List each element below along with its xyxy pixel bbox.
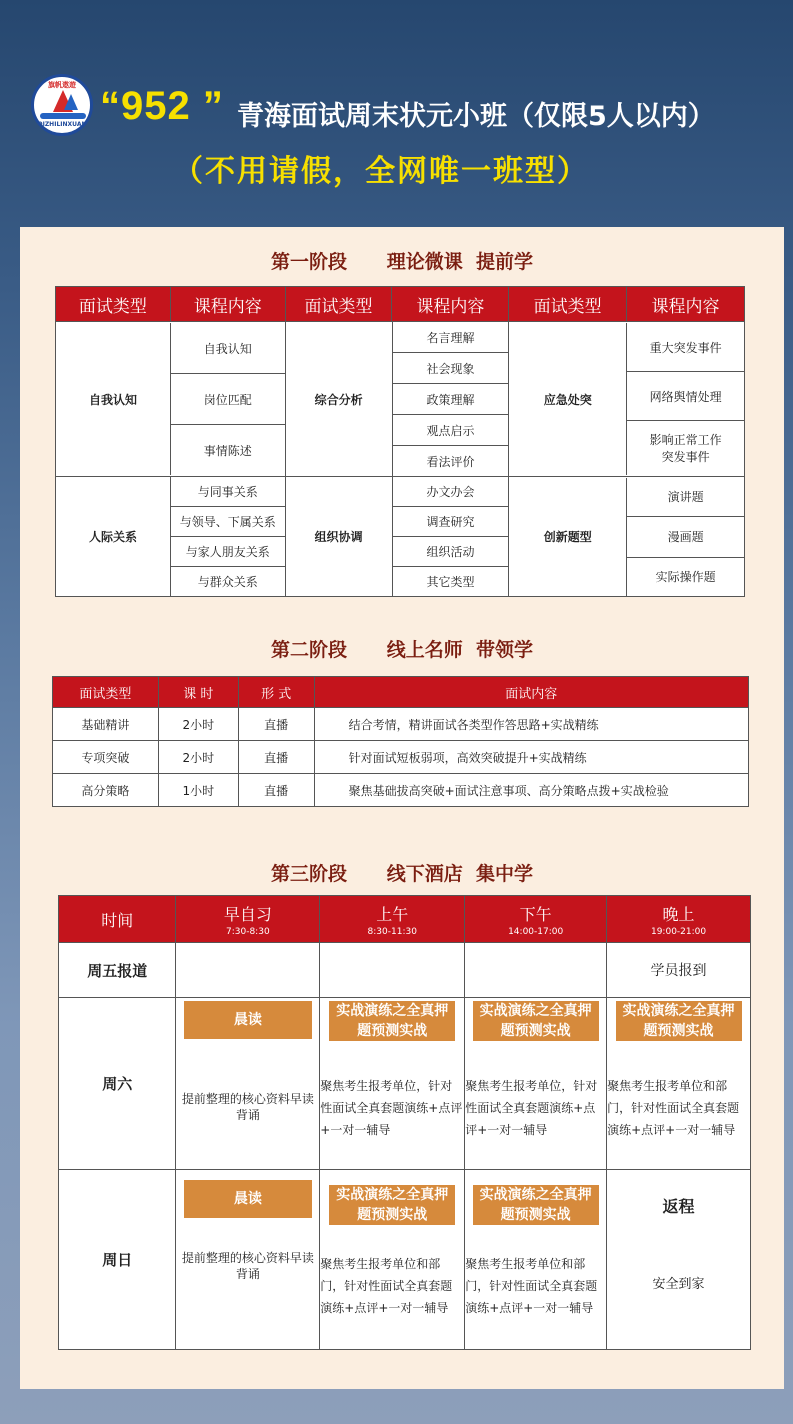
badge: 实战演练之全真押题预测实战 [473,1185,599,1225]
stage2-table [52,676,749,807]
type-cell: 自我认知 [56,323,171,475]
badge: 实战演练之全真押题预测实战 [329,1001,455,1041]
wave-icon [40,113,86,119]
header-early: 早自习 7:30-8:30 [176,896,320,943]
eve-title: 返程 [662,1197,695,1216]
stage3-table [58,895,751,1350]
checkin-cell: 学员报到 [607,943,751,998]
type-cell: 组织协调 [286,477,393,596]
logo-top-text: 旗帆遨遊 [48,81,76,89]
item-cell: 事情陈述 [203,443,252,458]
header-cell: 面试类型 [53,677,159,708]
stage3-title: 第三阶段 线下酒店 集中学 [271,863,533,885]
am-desc: 聚焦考生报考单位，针对性面试全真套题演练+点评+一对一辅导 [320,1079,463,1137]
item-cell: 实际操作题 [655,570,716,584]
brand-logo [31,74,93,136]
row-content: 针对面试短板弱项，高效突破提升+实战精练 [314,741,748,774]
header-cell: 面试类型 [509,287,627,322]
logo-bottom-text: QIZHILINXUAN [37,121,87,128]
badge: 实战演练之全真押题预测实战 [616,1001,742,1041]
eve-desc: 聚焦考生报考单位和部门，针对性面试全真套题演练+点评+一对一辅导 [607,1079,740,1137]
header-cell: 课程内容 [170,287,285,322]
am-cell [320,1170,465,1350]
header-cell: 形 式 [238,677,314,708]
day-cell: 周五报道 [59,943,176,998]
eve-cell [607,998,751,1170]
item-cell: 与家人朋友关系 [171,537,285,567]
day-cell: 周六 [59,998,176,1170]
item-cell: 重大突发事件 [627,323,744,372]
item-cell: 政策理解 [392,384,508,415]
pm-desc: 聚焦考生报考单位和部门，针对性面试全真套题演练+点评+一对一辅导 [465,1257,598,1315]
table-row [53,774,749,807]
header-cell: 面试类型 [285,287,392,322]
group-cell [56,322,286,477]
stage1-header-row [56,287,745,322]
row-content: 结合考情，精讲面试各类型作答思路+实战精练 [314,708,748,741]
item-cell: 调查研究 [392,507,508,537]
item-cell: 看法评价 [426,454,475,469]
stage1-table [55,286,745,597]
pm-cell [465,1170,607,1350]
group-cell [285,322,509,477]
group-cell [509,477,745,597]
pm-cell [465,998,607,1170]
badge: 实战演练之全真押题预测实战 [329,1185,455,1225]
type-cell: 人际关系 [56,477,171,596]
item-cell: 漫画题 [627,516,744,557]
group-cell [56,477,286,597]
group-cell [509,322,745,477]
early-cell [176,1170,320,1350]
item-cell: 组织活动 [392,537,508,567]
item-cell: 社会现象 [392,353,508,384]
badge: 晨读 [184,1180,312,1218]
item-cell: 网络舆情处理 [627,372,744,421]
early-desc: 提前整理的核心资料早读背诵 [181,1092,314,1122]
header-cell: 面试类型 [56,287,171,322]
item-cell: 办文办会 [392,477,508,507]
stage2-header-row [53,677,749,708]
eve-desc: 安全到家 [652,1277,705,1292]
item-cell: 观点启示 [392,415,508,446]
row-content: 聚焦基础拔高突破+面试注意事项、高分策略点拨+实战检验 [314,774,748,807]
row-format: 直播 [238,741,314,774]
item-cell: 自我认知 [171,323,285,374]
eve-cell [607,1170,751,1350]
item-cell: 影响正常工作突发事件 [649,433,722,464]
pm-desc: 聚焦考生报考单位，针对性面试全真套题演练+点评+一对一辅导 [465,1079,598,1137]
group-cell [285,477,509,597]
page-title: 青海面试周末状元小班（仅限5人以内） [237,101,715,132]
early-cell [176,998,320,1170]
item-cell: 岗位匹配 [171,374,285,425]
item-cell: 与同事关系 [171,477,285,507]
friday-row [59,943,751,998]
row-type: 专项突破 [53,741,159,774]
row-type: 基础精讲 [53,708,159,741]
header-evening: 晚上 19:00-21:00 [607,896,751,943]
saturday-row [59,998,751,1170]
am-cell [320,998,465,1170]
header-afternoon: 下午 14:00-17:00 [465,896,607,943]
badge: 实战演练之全真押题预测实战 [473,1001,599,1041]
header-time: 时间 [59,896,176,943]
row-hours: 2小时 [158,708,238,741]
stage3-header-row [59,896,751,943]
day-cell: 周日 [59,1170,176,1350]
page-subtitle: （不用请假，全网唯一班型） [173,154,589,189]
header-cell: 课程内容 [392,287,509,322]
brand-number: “952 ” [100,84,224,128]
item-cell: 演讲题 [627,478,744,517]
stage1-title: 第一阶段 理论微课 提前学 [271,251,533,273]
sunday-row [59,1170,751,1350]
table-row [53,741,749,774]
type-cell: 应急处突 [509,323,627,475]
table-row [53,708,749,741]
row-format: 直播 [238,708,314,741]
item-cell: 名言理解 [392,322,508,353]
header-morning: 上午 8:30-11:30 [320,896,465,943]
content-panel [20,227,784,1389]
badge: 晨读 [184,1001,312,1039]
item-cell: 与领导、下属关系 [171,507,285,537]
am-desc: 聚焦考生报考单位和部门，针对性面试全真套题演练+点评+一对一辅导 [320,1257,453,1315]
header-cell: 课程内容 [627,287,745,322]
type-cell: 综合分析 [286,322,393,476]
type-cell: 创新题型 [509,478,627,596]
header-cell: 课 时 [158,677,238,708]
item-cell: 与群众关系 [197,575,258,589]
header-cell: 面试内容 [314,677,748,708]
item-cell: 其它类型 [426,575,475,589]
row-hours: 2小时 [158,741,238,774]
row-format: 直播 [238,774,314,807]
row-hours: 1小时 [158,774,238,807]
stage2-title: 第二阶段 线上名师 带领学 [271,639,533,661]
early-desc: 提前整理的核心资料早读背诵 [181,1251,314,1281]
row-type: 高分策略 [53,774,159,807]
sail-small-icon [64,94,78,110]
